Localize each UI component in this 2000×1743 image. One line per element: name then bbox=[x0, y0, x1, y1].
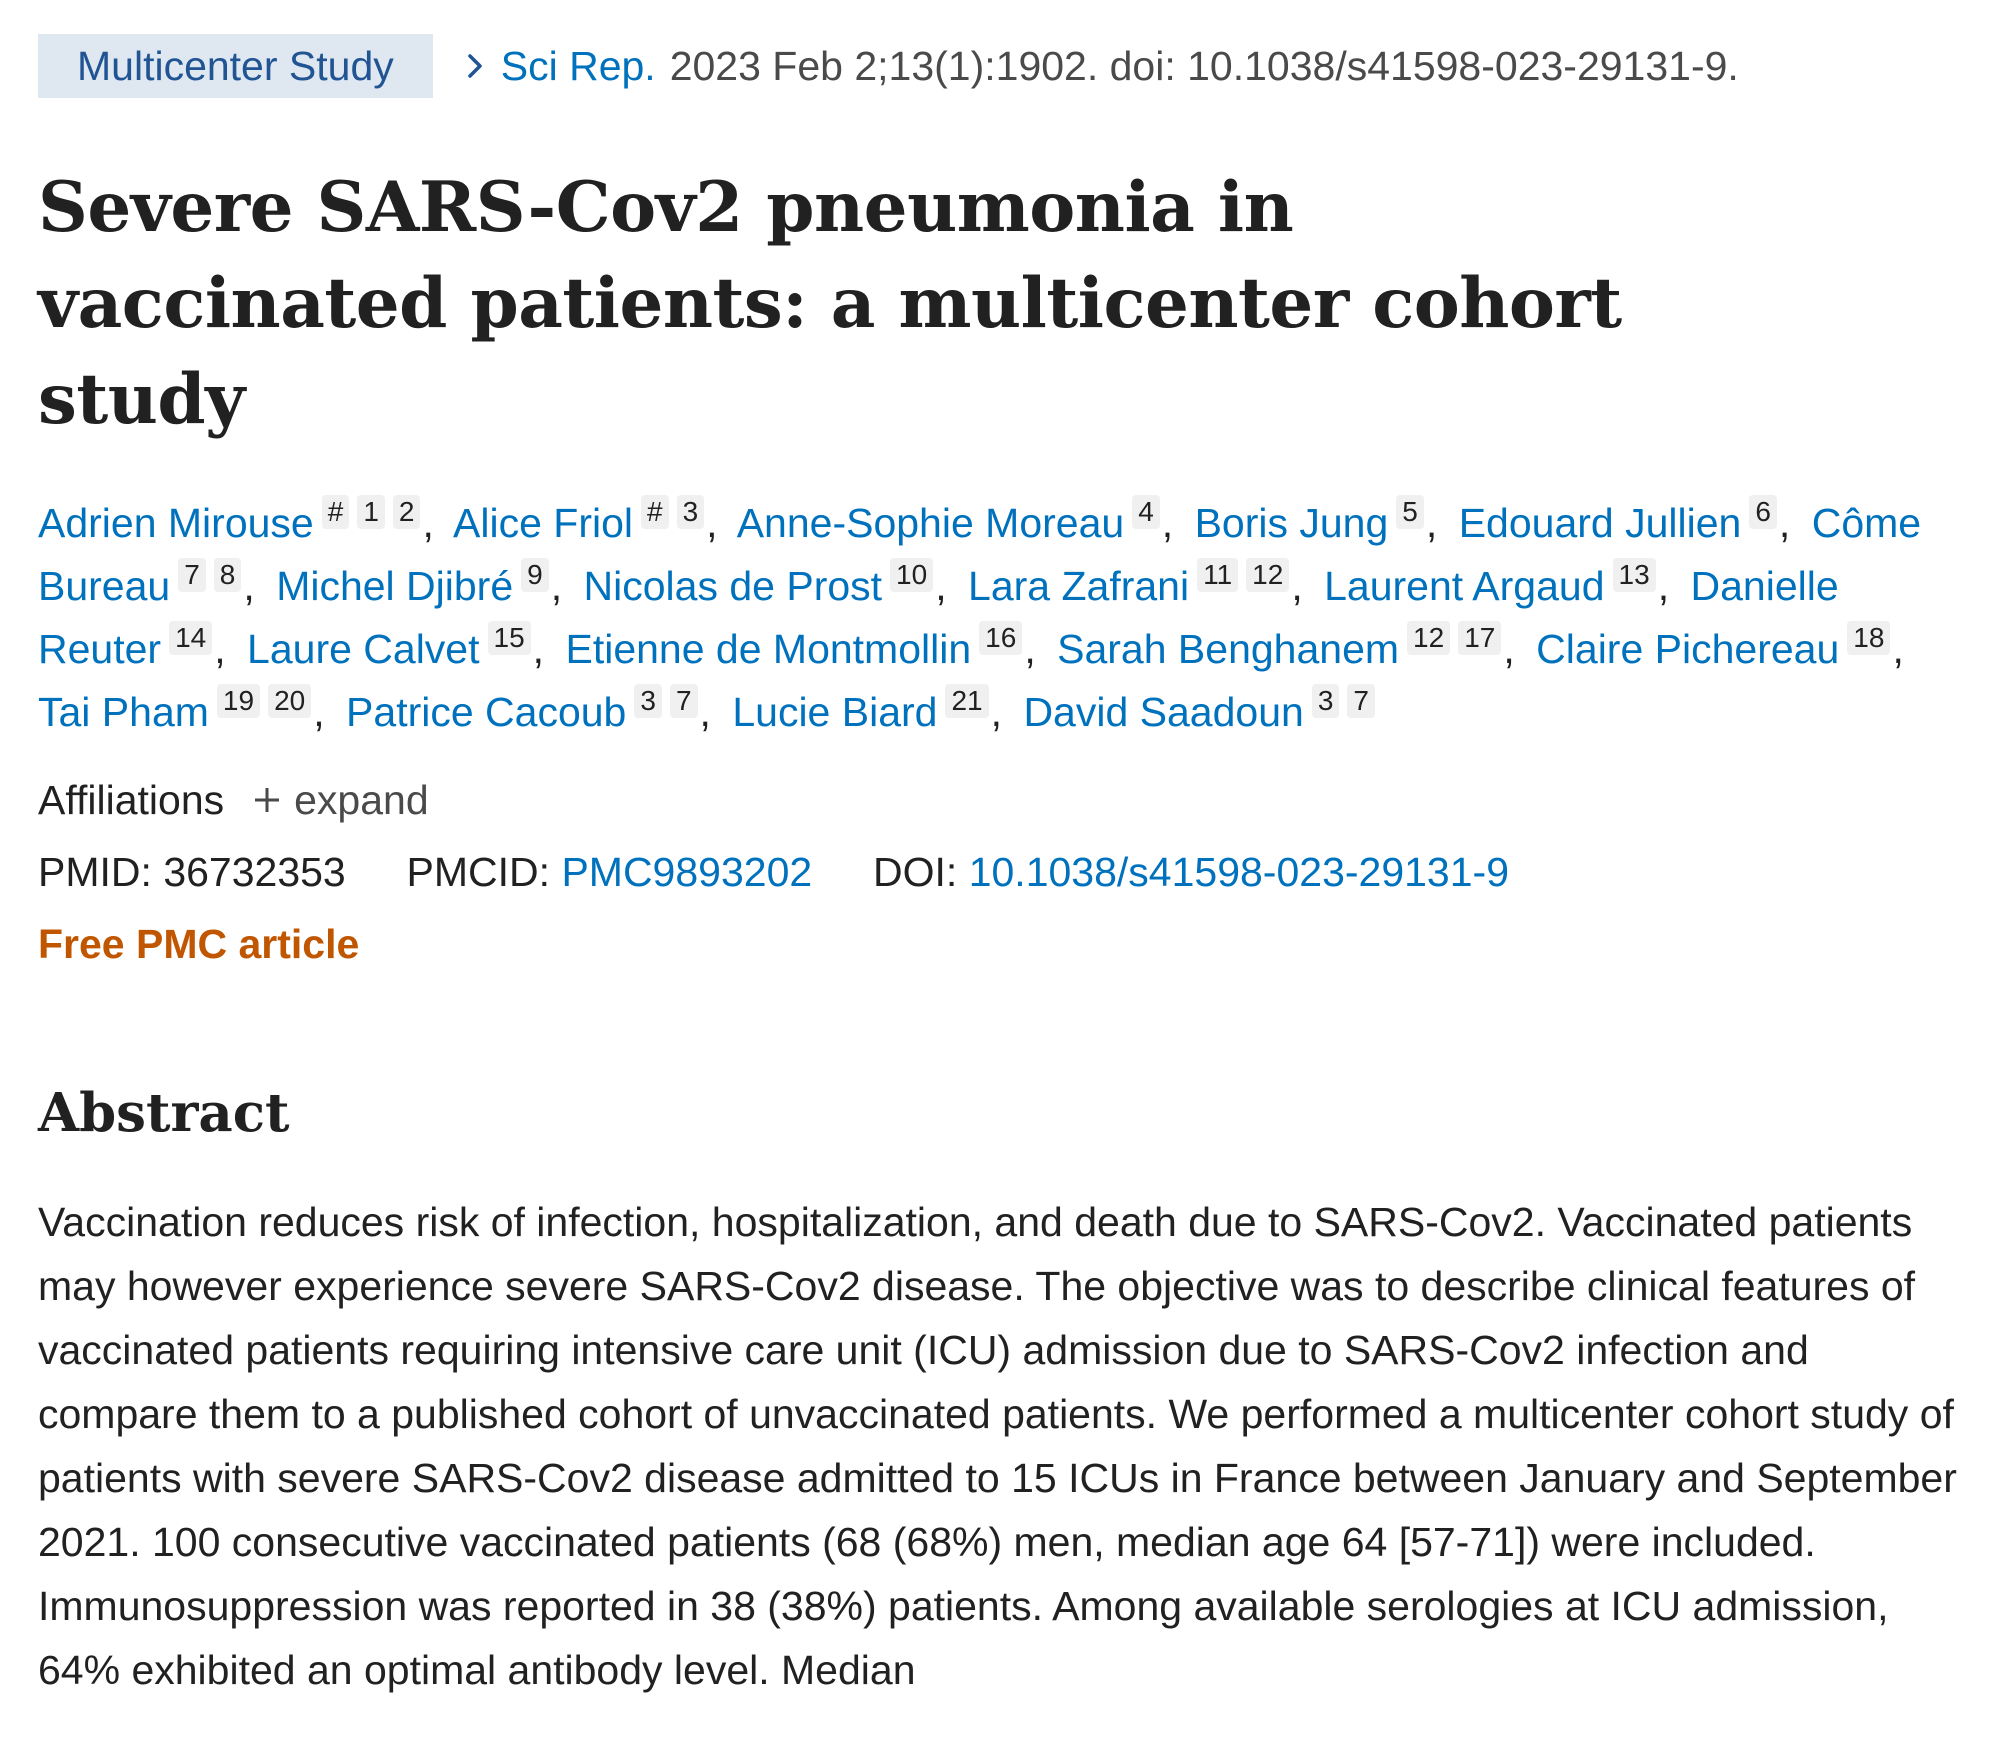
journal-link[interactable]: Sci Rep. bbox=[500, 42, 656, 89]
author-separator: , bbox=[1657, 563, 1670, 609]
author-separator: , bbox=[550, 563, 563, 609]
article-page bbox=[38, 0, 1968, 1743]
identifiers-row bbox=[38, 840, 1968, 904]
affiliation-reference[interactable]: 6 bbox=[1749, 495, 1777, 529]
doi-link[interactable]: 10.1038/s41598-023-29131-9 bbox=[968, 849, 1509, 895]
affiliation-reference[interactable]: 20 bbox=[268, 684, 311, 718]
author-link[interactable]: Lara Zafrani bbox=[968, 563, 1190, 609]
author-separator: , bbox=[1892, 626, 1904, 672]
affiliation-reference[interactable]: 12 bbox=[1246, 558, 1289, 592]
affiliation-reference[interactable]: 5 bbox=[1396, 495, 1424, 529]
affiliation-reference[interactable]: 8 bbox=[214, 558, 242, 592]
affiliation-reference[interactable]: 15 bbox=[488, 621, 531, 655]
affiliations-row bbox=[38, 770, 1968, 830]
expand-label: expand bbox=[294, 777, 429, 823]
affiliations-label: Affiliations bbox=[38, 777, 225, 823]
author-separator: , bbox=[990, 689, 1003, 735]
author-separator: , bbox=[313, 689, 325, 735]
affiliation-reference[interactable]: # bbox=[641, 495, 669, 529]
affiliation-reference[interactable]: 16 bbox=[979, 621, 1022, 655]
affiliation-reference[interactable]: 3 bbox=[1312, 684, 1340, 718]
affiliation-reference[interactable]: 7 bbox=[1347, 684, 1375, 718]
author-link[interactable]: Laure Calvet bbox=[247, 626, 480, 672]
affiliation-reference[interactable]: 17 bbox=[1458, 621, 1501, 655]
author-link[interactable]: Danielle Reuter bbox=[38, 563, 1839, 672]
author-link[interactable]: Alice Friol bbox=[453, 500, 633, 546]
article-title: Severe SARS-Cov2 pneumonia in vaccinated patients: a multicenter cohort study bbox=[38, 167, 1622, 440]
author-separator: , bbox=[1161, 500, 1174, 546]
plus-icon bbox=[252, 785, 282, 815]
author-separator: , bbox=[422, 500, 434, 546]
affiliation-reference[interactable]: 19 bbox=[217, 684, 260, 718]
author-separator: , bbox=[699, 689, 711, 735]
pmid-value: 36732353 bbox=[163, 849, 346, 895]
author-separator: , bbox=[532, 626, 545, 672]
pmcid-label: PMCID: bbox=[406, 849, 551, 895]
abstract-text: Vaccination reduces risk of infection, hospitalization, and death due to SARS-Cov2. Vaccinated patients may however experience severe SARS-Cov2 disease. The objective was to describe clinical features of vaccinated patients requiring intensive care unit (ICU) admission due to SARS-Cov2 infection and compare them to a published cohort of unvaccinated patients. We performed a multicenter cohort study of patients with severe SARS-Cov2 disease admitted to 15 ICUs in France between January and September 2021. 100 consecutive vaccinated patients (68 (68%) men, median age 64 [57-71]) were included. Immunosuppression was reported in 38 (38%) patients. Among available serologies at ICU admission, 64% exhibited an optimal antibody level. Median bbox=[38, 1199, 1957, 1693]
author-link[interactable]: David Saadoun bbox=[1023, 689, 1304, 735]
affiliation-reference[interactable]: 7 bbox=[670, 684, 698, 718]
affiliation-reference[interactable]: 9 bbox=[521, 558, 549, 592]
author-separator: , bbox=[1503, 626, 1515, 672]
affiliation-reference[interactable]: # bbox=[322, 495, 350, 529]
abstract-heading: Abstract bbox=[38, 1082, 290, 1144]
affiliation-reference[interactable]: 11 bbox=[1197, 558, 1238, 592]
affiliation-reference[interactable]: 13 bbox=[1613, 558, 1656, 592]
affiliations-expand-button[interactable] bbox=[252, 770, 429, 830]
publication-type-badge[interactable]: Multicenter Study bbox=[38, 34, 433, 98]
author-link[interactable]: Côme Bureau bbox=[38, 500, 1922, 609]
author-link[interactable]: Etienne de Montmollin bbox=[565, 626, 972, 672]
author-link[interactable]: Sarah Benghanem bbox=[1057, 626, 1400, 672]
affiliation-reference[interactable]: 12 bbox=[1407, 621, 1450, 655]
author-link[interactable]: Lucie Biard bbox=[732, 689, 938, 735]
article-header-line bbox=[38, 34, 1968, 98]
author-separator: , bbox=[706, 500, 718, 546]
author-separator: , bbox=[935, 563, 947, 609]
author-separator: , bbox=[214, 626, 226, 672]
chevron-right-icon bbox=[463, 46, 489, 86]
author-link[interactable]: Laurent Argaud bbox=[1324, 563, 1605, 609]
affiliation-reference[interactable]: 14 bbox=[169, 621, 212, 655]
doi-label: DOI: bbox=[873, 849, 958, 895]
author-separator: , bbox=[243, 563, 255, 609]
author-link[interactable]: Tai Pham bbox=[38, 689, 209, 735]
author-separator: , bbox=[1778, 500, 1791, 546]
author-link[interactable]: Claire Pichereau bbox=[1536, 626, 1840, 672]
affiliation-reference[interactable]: 18 bbox=[1847, 621, 1890, 655]
author-link[interactable]: Adrien Mirouse bbox=[38, 500, 314, 546]
author-link[interactable]: Michel Djibré bbox=[276, 563, 514, 609]
author-link[interactable]: Nicolas de Prost bbox=[583, 563, 883, 609]
affiliation-reference[interactable]: 1 bbox=[357, 495, 385, 529]
affiliation-reference[interactable]: 2 bbox=[393, 495, 421, 529]
authors-list bbox=[38, 492, 1958, 744]
affiliation-reference[interactable]: 21 bbox=[945, 684, 988, 718]
pmcid-link[interactable]: PMC9893202 bbox=[561, 849, 813, 895]
author-link[interactable]: Edouard Jullien bbox=[1458, 500, 1742, 546]
affiliation-reference[interactable]: 3 bbox=[634, 684, 662, 718]
author-link[interactable]: Patrice Cacoub bbox=[346, 689, 627, 735]
affiliation-reference[interactable]: 3 bbox=[677, 495, 705, 529]
affiliation-reference[interactable]: 10 bbox=[890, 558, 933, 592]
citation-text: 2023 Feb 2;13(1):1902. doi: 10.1038/s41598-023-29131-9. bbox=[669, 42, 1739, 89]
pmid-label: PMID: bbox=[38, 849, 152, 895]
author-separator: , bbox=[1425, 500, 1438, 546]
author-separator: , bbox=[1024, 626, 1036, 672]
affiliation-reference[interactable]: 7 bbox=[178, 558, 206, 592]
free-pmc-article-label: Free PMC article bbox=[38, 921, 360, 967]
author-link[interactable]: Anne-Sophie Moreau bbox=[736, 500, 1125, 546]
affiliation-reference[interactable]: 4 bbox=[1132, 495, 1160, 529]
author-separator: , bbox=[1291, 563, 1303, 609]
author-link[interactable]: Boris Jung bbox=[1194, 500, 1389, 546]
